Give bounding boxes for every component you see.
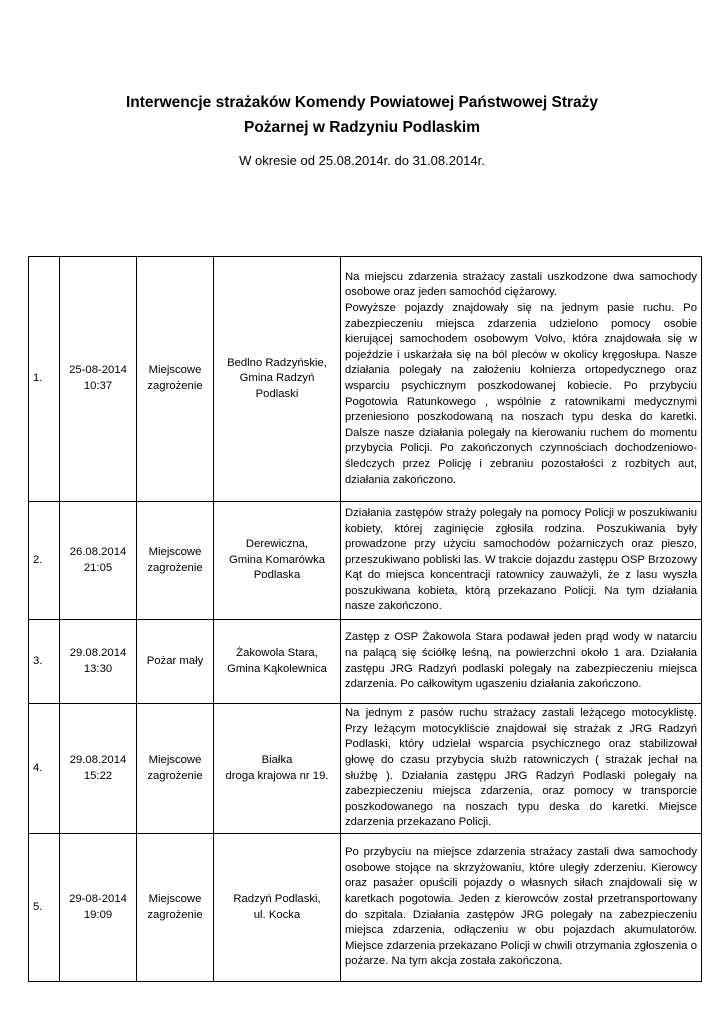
report-period: W okresie od 25.08.2014r. do 31.08.2014r. [239,153,485,168]
row-type-line: Miejscowe [148,892,202,905]
description-paragraph: Działania zastępów straży polegały na pomocy Policji w poszukiwaniu kobiety, której zaginięcie zgłosiła rodzina. Poszukiwania były prowadzone przy użyciu samochodów pożarniczych oraz pieszo, przeszukiwano pobliski las. W trakcie dojazdu zastępu OSP Brzozowy Kąt do miejsca koncentracji ratownicy zauważyli, że z lasu wyszła poszukiwana kobieta, którą przekazano Policji. Na tym działania nasze zakończono. [345,506,697,613]
description-paragraph: Powyższe pojazdy znajdowały się na jednym pasie ruchu. Po zabezpieczeniu miejsca zdarzenia udzielono pomocy osobie kierującej samochodem osobowym Volvo, która znajdowała się w pojeździe i uskarżała się na ból pleców w okolicy kręgosłupa. Nasze działania polegały na założeniu kołnierza ortopedycznego oraz wsparciu psychicznym poszkodowanej kobiecie. Po przybyciu Pogotowia Ratunkowego , wspólnie z ratownikami medycznymi przeniesiono poszkodowaną na noszach typu deska do karetki. Dalsze nasze działania polegały na kierowaniu ruchem do momentu przybycia Policji. Po zakończonych czynnościach dochodzeniowo-śledczych przez Policję i zebraniu pozostałości z rozbitych aut, działania zakończono. [345,302,697,486]
table-row [29,834,702,982]
row-description [341,257,702,502]
row-type [137,834,214,982]
row-place [214,620,341,704]
row-place [214,834,341,982]
description-paragraph: Zastęp z OSP Żakowola Stara podawał jeden prąd wody w natarciu na palącą się ściółkę leśną, na powierzchni około 1 ara. Działania zastępu JRG Radzyń podlaski polegały na zabezpieczeniu miejsca zdarzenia. Po całkowitym ugaszeniu działania zakończono. [345,631,697,691]
row-type [137,704,214,834]
row-number: 1. [29,257,60,502]
row-type-line: Miejscowe [148,753,202,766]
row-type-line: zagrożenie [147,380,203,392]
row-description [341,620,702,704]
table-row [29,502,702,620]
row-place-line: Białka [261,753,293,766]
row-time: 19:09 [83,908,113,921]
table-row [29,257,702,502]
row-description [341,704,702,834]
row-number: 2. [29,502,60,620]
row-date: 29.08.2014 [69,753,127,766]
row-date: 29.08.2014 [69,646,127,659]
row-place-line: Żakowola Stara, [236,646,318,659]
row-type-line: zagrożenie [147,561,203,574]
row-time: 13:30 [83,662,113,675]
row-type [137,257,214,502]
table-row [29,620,702,704]
row-description [341,834,702,982]
row-number: 3. [29,620,60,704]
row-type-line: zagrożenie [147,769,203,782]
description-paragraph: Na miejscu zdarzenia strażacy zastali uszkodzone dwa samochody osobowe oraz jeden samochód ciężarowy. [345,270,697,299]
row-place-line: droga krajowa nr 19. [225,769,329,782]
interventions-table [28,256,702,982]
row-time: 15:22 [83,769,113,782]
row-date: 25-08-2014 [69,364,127,377]
row-place-line: Gmina Komarówka [228,553,326,566]
row-type-line: Miejscowe [148,545,202,558]
row-place-line: Podlaski [255,387,299,400]
title-line-2: Pożarnej w Radzyniu Podlaskim [243,119,480,136]
table-row [29,704,702,834]
row-place [214,257,341,502]
row-description [341,502,702,620]
row-time: 21:05 [83,561,113,574]
document-title [60,90,664,140]
row-type [137,502,214,620]
row-place-line: Derewiczna, [245,538,309,551]
description-paragraph: Po przybyciu na miejsce zdarzenia strażacy zastali dwa samochody osobowe stojące na skrzyżowaniu, które uległy zderzeniu. Kierowcy oraz pasażer opuścili pojazdy o własnych siłach znajdowali się w karetkach pogotowia. Jeden z kierowców został przetransportowany do szpitala. Działania zastępów JRG polegały na zabezpieczeniu miejsca zdarzenia, odłączeniu w obu pojazdach akumulatorów. Miejsce zdarzenia przekazano Policji w chwili otrzymania zgłoszenia o pożarze. Na tym akcja została zakończona. [345,846,697,968]
row-type-line: Pożar mały [146,654,204,667]
row-place [214,704,341,834]
row-datetime [60,257,137,502]
row-date: 29-08-2014 [69,892,127,905]
row-place-line: Gmina Radzyń [239,372,315,385]
row-type-line: Miejscowe [148,364,202,377]
row-place-line: Radzyń Podlaski, [233,892,321,905]
row-date: 26.08.2014 [69,545,127,558]
description-paragraph: Na jednym z pasów ruchu strażacy zastali leżącego motocyklistę. Przy leżącym motocykliście znajdował się strażak z JRG Radzyń Podlaski, który udzielał wsparcia psychicznego oraz stabilizował głowę do czasu przybycia służb ratowniczych ( strażak jechał na służbę ). Działania zastępu JRG Radzyń Podlaski polegały na zabezpieczeniu miejsca zdarzenia, oraz pomocy w transporcie poszkodowanego na noszach typu deska do karetki. Miejsce zdarzenia przekazano Policji. [345,707,697,829]
row-datetime [60,704,137,834]
row-place-line: Gmina Kąkolewnica [227,662,327,675]
row-type [137,620,214,704]
row-datetime [60,502,137,620]
row-type-line: zagrożenie [147,908,203,921]
row-number: 5. [29,834,60,982]
row-place-line: ul. Kocka [253,908,301,921]
title-line-1: Interwencje strażaków Komendy Powiatowej Państwowej Straży [125,94,599,111]
row-place-line: Podlaska [253,569,301,582]
row-datetime [60,834,137,982]
row-time: 10:37 [83,380,113,392]
row-datetime [60,620,137,704]
row-place-line: Bedlno Radzyńskie, [227,356,327,369]
row-place [214,502,341,620]
row-number: 4. [29,704,60,834]
